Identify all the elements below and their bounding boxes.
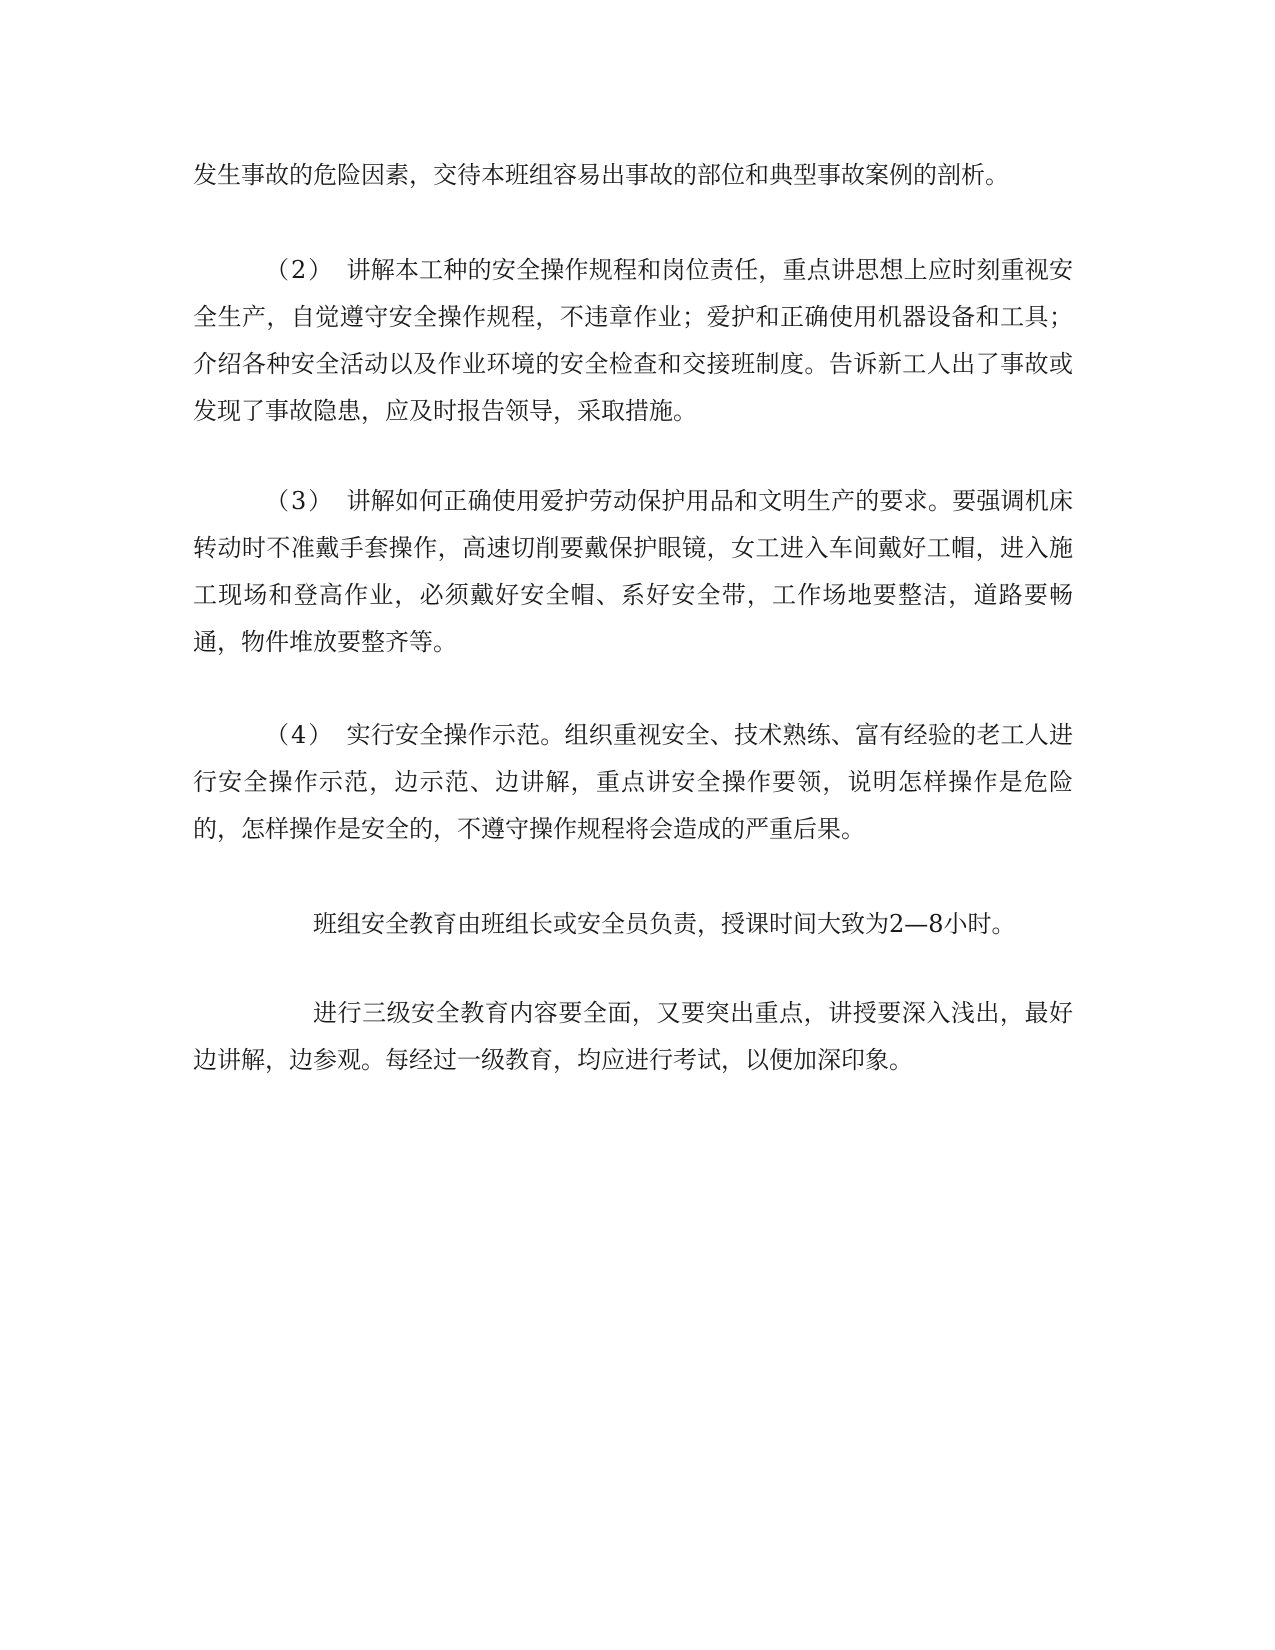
paragraph-continuation (193, 152, 1073, 199)
item-number: （4） (265, 721, 335, 749)
paragraph-text: 发生事故的危险因素，交待本班组容易出事故的部位和典型事故案例的剖析。 (193, 161, 1009, 189)
paragraph-text: 实行安全操作示范。组织重视安全、技术熟练、富有经验的老工人进行安全操作示范，边示范、边讲解，重点讲安全操作要领，说明怎样操作是危险的，怎样操作是安全的，不遵守操作规程将会造成的严重后果。 (193, 721, 1073, 843)
paragraph-text: 讲解本工种的安全操作规程和岗位责任，重点讲思想上应时刻重视安全生产，自觉遵守安全操作规程，不违章作业；爱护和正确使用机器设备和工具；介绍各种安全活动以及作业环境的安全检查和交接班制度。告诉新工人出了事故或发现了事故隐患，应及时报告领导，采取措施。 (193, 256, 1073, 425)
paragraph-text: 进行三级安全教育内容要全面，又要突出重点，讲授要深入浅出，最好边讲解，边参观。每经过一级教育，均应进行考试，以便加深印象。 (193, 999, 1073, 1074)
paragraph-text: 班组安全教育由班组长或安全员负责，授课时间大致为2—8小时。 (313, 910, 1016, 938)
paragraph-team-education (193, 901, 1073, 948)
paragraph-item-2 (193, 247, 1073, 435)
paragraph-three-level-education (193, 990, 1073, 1084)
item-number: （2） (265, 256, 335, 284)
item-number: （3） (265, 487, 335, 515)
paragraph-text: 讲解如何正确使用爱护劳动保护用品和文明生产的要求。要强调机床转动时不准戴手套操作，高速切削要戴保护眼镜，女工进入车间戴好工帽，进入施工现场和登高作业，必须戴好安全帽、系好安全带，工作场地要整洁，道路要畅通，物件堆放要整齐等。 (193, 487, 1073, 656)
paragraph-item-3 (193, 478, 1073, 666)
paragraph-item-4 (193, 712, 1073, 853)
